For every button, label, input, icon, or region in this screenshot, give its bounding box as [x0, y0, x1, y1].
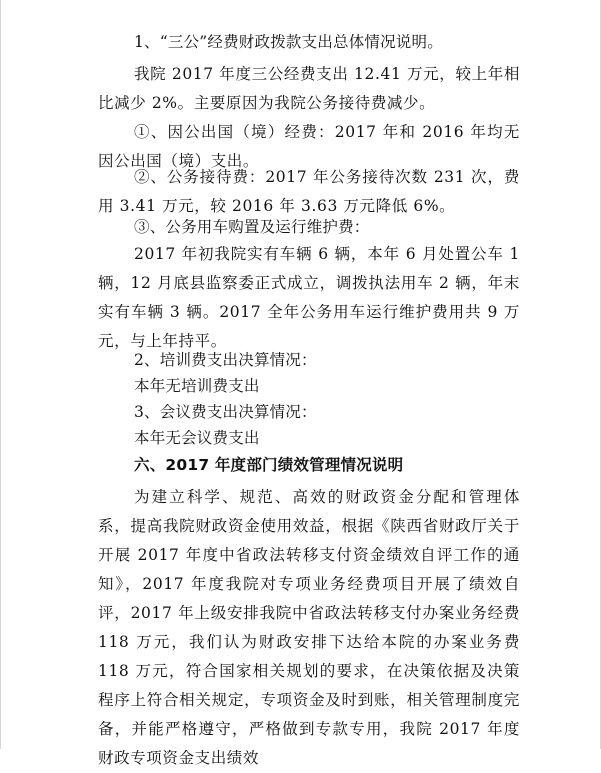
item3-body: 本年无会议费支出 [134, 429, 260, 447]
item2-body: 本年无培训费支出 [134, 377, 260, 395]
item1-sub1-paragraph: ①、因公出国（境）经费：2017 年和 2016 年均无因公出国（境）支出。 [98, 123, 520, 170]
item1-sub3-paragraph: 2017 年初我院实有车辆 6 辆，本年 6 月处置公车 1 辆，12 月底县监察委正式成立，调拨执法用车 2 辆，年末实有车辆 3 辆。2017 全年公务用车运行维护费用共 9 万元，与上年持平。 [98, 245, 520, 350]
item3-title: 3、会议费支出决算情况： [134, 403, 317, 421]
item2-title: 2、培训费支出决算情况： [134, 351, 317, 369]
item1-sub2-paragraph: ②、公务接待费：2017 年公务接待次数 231 次，费用 3.41 万元，较 2016 年 3.63 万元降低 6%。 [98, 168, 520, 215]
item1-sub3-title: ③、公务用车购置及运行维护费： [134, 218, 370, 236]
item1-title: 1、“三公”经费财政拨款支出总体情况说明。 [134, 33, 443, 51]
section-six-heading: 六、2017 年度部门绩效管理情况说明 [134, 456, 404, 474]
item1-paragraph: 我院 2017 年度三公经费支出 12.41 万元，较上年相比减少 2%。主要原因为我院公务接待费减少。 [98, 65, 520, 112]
section-six-paragraph: 为建立科学、规范、高效的财政资金分配和管理体系，提高我院财政资金使用效益，根据《陕西省财政厅关于开展 2017 年度中省政法转移支付资金绩效自评工作的通知》，2017 年度我院对专项业务经费项目开展了绩效自评，2017 年上级安排我院中省政法转移支付办案业务经费 118 万元，我们认为财政安排下达给本院的办案业务费 118 万元，符合国家相关规划的要求，在决策依据及决策程序上符合相关规定，专项资金及时到账，相关管理制度完备，并能严格遵守，严格做到专款专用，我院 2017 年度财政专项资金支出绩效 [98, 488, 520, 767]
